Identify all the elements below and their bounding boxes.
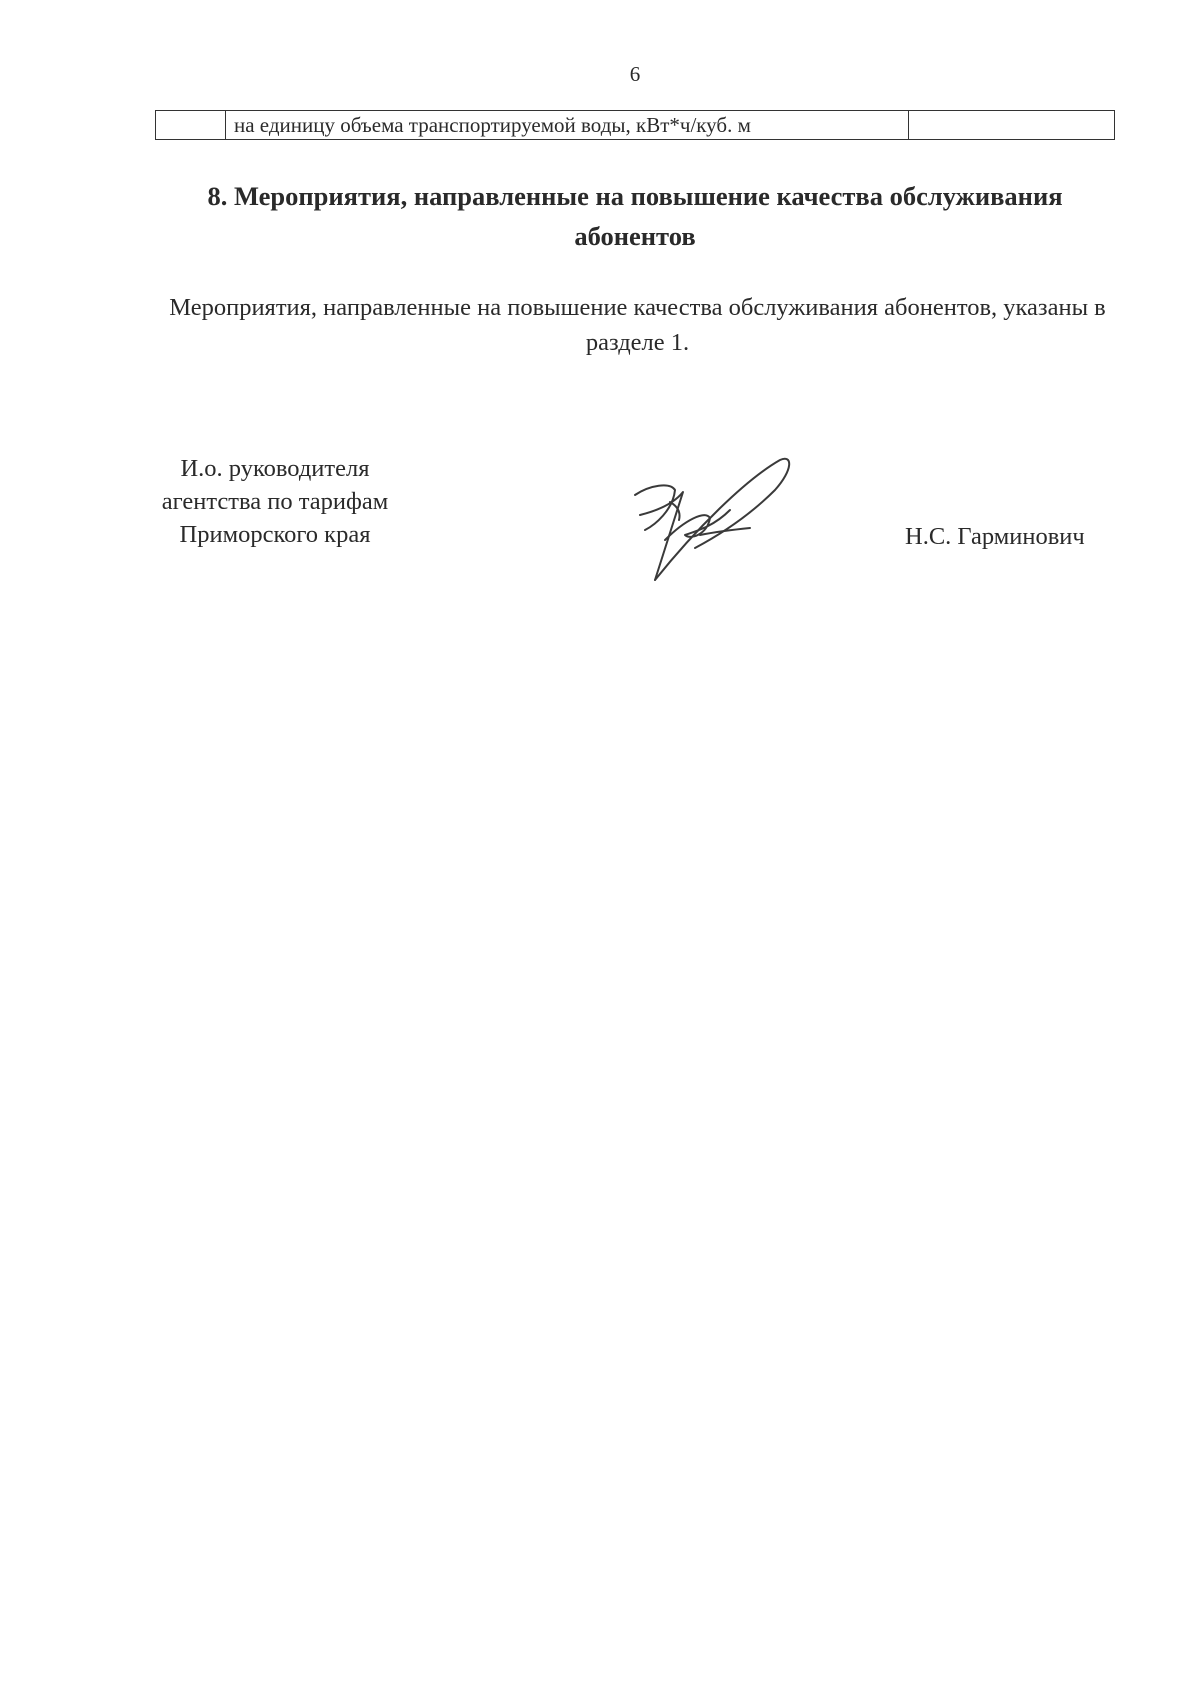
signatory-position-line: агентства по тарифам [161, 488, 389, 515]
signer-name: Н.С. Гарминович [905, 523, 1085, 550]
page-number: 6 [629, 62, 641, 86]
table-row [156, 111, 1115, 140]
section-body-text: Мероприятия, направленные на повышение качества обслуживания абонентов, указаны в разделе 1. [169, 294, 1106, 356]
signatory-position-line: Приморского края [179, 521, 371, 548]
continuation-table [155, 110, 1115, 140]
table-cell-number [156, 111, 226, 140]
signatory-position-line: И.о. руководителя [180, 455, 370, 482]
signatory-position [130, 452, 420, 551]
table-cell-value [909, 111, 1115, 140]
section-heading: 8. Мероприятия, направленные на повышение качества обслуживания абонентов [207, 181, 1063, 251]
handwritten-signature [615, 440, 795, 590]
table-cell-indicator-name: на единицу объема транспортируемой воды, кВт*ч/куб. м [226, 111, 909, 140]
